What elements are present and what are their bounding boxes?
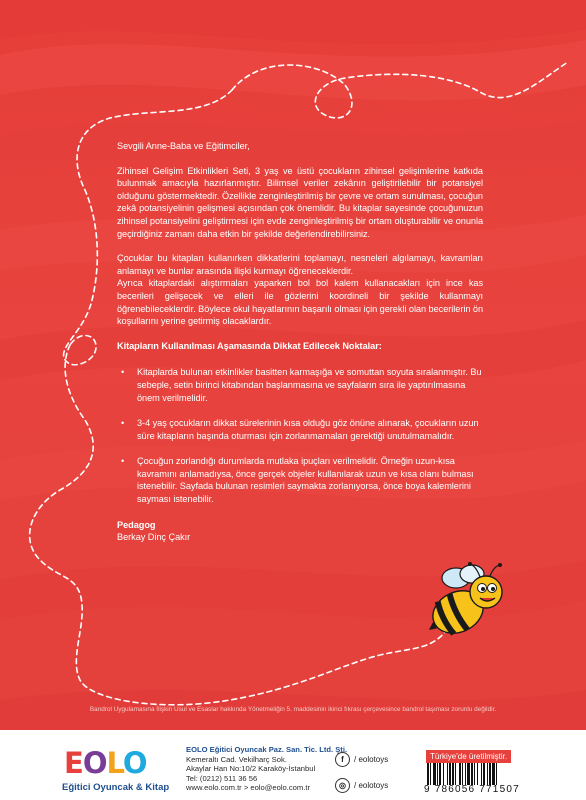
facebook-handle: / eolotoys <box>354 755 389 764</box>
usage-note-2: • 3-4 yaş çocukların dikkat sürelerinin kısa olduğu göz önüne alınarak, çocukların uzun süre kitapların başında oturması için zorlanmamaları gerektiği unutulmamalıdır. <box>117 417 483 442</box>
instagram-link[interactable] <box>335 778 388 793</box>
letter-greeting: Sevgili Anne-Baba ve Eğitimciler, <box>117 141 250 151</box>
publisher-address <box>186 745 347 793</box>
letter-paragraph-2: Çocuklar bu kitapları kullanırken dikkatlerini toplamayı, nesneleri algılamayı, kavramları anlamayı ve bunlar arasında ilişki kurmayı öğreneceklerdir. <box>117 253 483 276</box>
signature-title: Pedagog <box>117 519 156 530</box>
facebook-link[interactable] <box>335 752 388 767</box>
web-email: www.eolo.com.tr > eolo@eolo.com.tr <box>186 783 310 793</box>
instagram-handle: / eolotoys <box>354 781 389 790</box>
logo-tagline: Eğitici Oyuncak & Kitap <box>62 782 170 793</box>
letter-paragraph-3: Ayrıca kitaplardaki alıştırmaları yaparken bol bol kalem kullanacakları için ince kas becerileri gelişecek ve elleri ile gözlerini koordineli bir şekilde kullanmayı öğrenebileceklerdir. Böylece okul hayatlarının başarılı olması için gerekli olan becerilerin ön koşullarını yerine getirmiş olacaklardır. <box>117 278 484 327</box>
address-line-2: Akaylar Han No:10/2 Karaköy-İstanbul <box>186 764 316 774</box>
facebook-icon: f <box>335 752 350 767</box>
logo-letter-e: E <box>64 746 83 780</box>
instagram-icon: ◎ <box>335 778 350 793</box>
usage-notes-list <box>117 366 483 505</box>
isbn-number: 9 786056 771507 <box>424 784 520 795</box>
bandrol-notice: Bandrol Uygulamasına İlişkin Usul ve Esaslar hakkında Yönetmeliğin 5. maddesinin ikinci fıkrası çerçevesince bandrol taşıması zorunlu değildir. <box>89 706 497 713</box>
address-line-1: Kemeraltı Cad. Vekilharç Sok. <box>186 754 287 764</box>
logo-letter-o-2: O <box>122 746 147 780</box>
company-name: EOLO Eğitici Oyuncak Paz. San. Tic. Ltd. Şti. <box>186 745 348 754</box>
bee-illustration <box>418 560 518 650</box>
parent-letter <box>117 140 483 544</box>
made-in-badge: Türkiye'de üretilmiştir. <box>426 750 511 763</box>
phone-number: Tel: (0212) 511 36 56 <box>186 773 258 783</box>
logo-letter-l: L <box>106 746 123 780</box>
signature-name: Berkay Dinç Çakır <box>117 532 191 543</box>
eolo-logo <box>64 748 147 778</box>
usage-note-3: • Çocuğun zorlandığı durumlarda mutlaka ipuçları verilmelidir. Örneğin uzun-kısa kavramını anlamadıysa, önce gerçek objeler kullanılarak uzun ve kısa olanı bulması istenebilir. Sayfada bulunan resimleri saymakta zorlanıyorsa, önce boya kalemlerini sayması istenebilir. <box>117 455 483 505</box>
logo-letter-o: O <box>82 746 107 780</box>
usage-section-title: Kitapların Kullanılması Aşamasında Dikkat Edilecek Noktalar: <box>117 340 382 351</box>
letter-paragraph-1: Zihinsel Gelişim Etkinlikleri Seti, 3 yaş ve üstü çocukların zihinsel gelişimlerine katkıda bulunmak amacıyla hazırlanmıştır. Bilimsel veriler zekânın geliştirilebilir bir potansiyel olduğunu göstermektedir. Özellikle zenginleştirilmiş bir çevre ve ortam sunulması, çocuğun zekâ potansiyelinin gelişmesi açısından çok önemlidir. Bu kitaplar sayesinde çocuğunuzun zihinsel potansiyelini geliştirmesi için evde zenginleştirilmiş bir ortam oluşturabilir ve onunla geçirdiğiniz zamanı daha etkin bir şekilde değerlendirebilirsiniz. <box>117 165 483 239</box>
usage-note-1: • Kitaplarda bulunan etkinlikler basitten karmaşığa ve somuttan soyuta sıralanmıştır. Bu sebeple, setin birinci kitabından başlanmasına ve sayfaların sıra ile yaptırılmasına önem verilmelidir. <box>117 366 483 404</box>
barcode <box>426 763 536 785</box>
